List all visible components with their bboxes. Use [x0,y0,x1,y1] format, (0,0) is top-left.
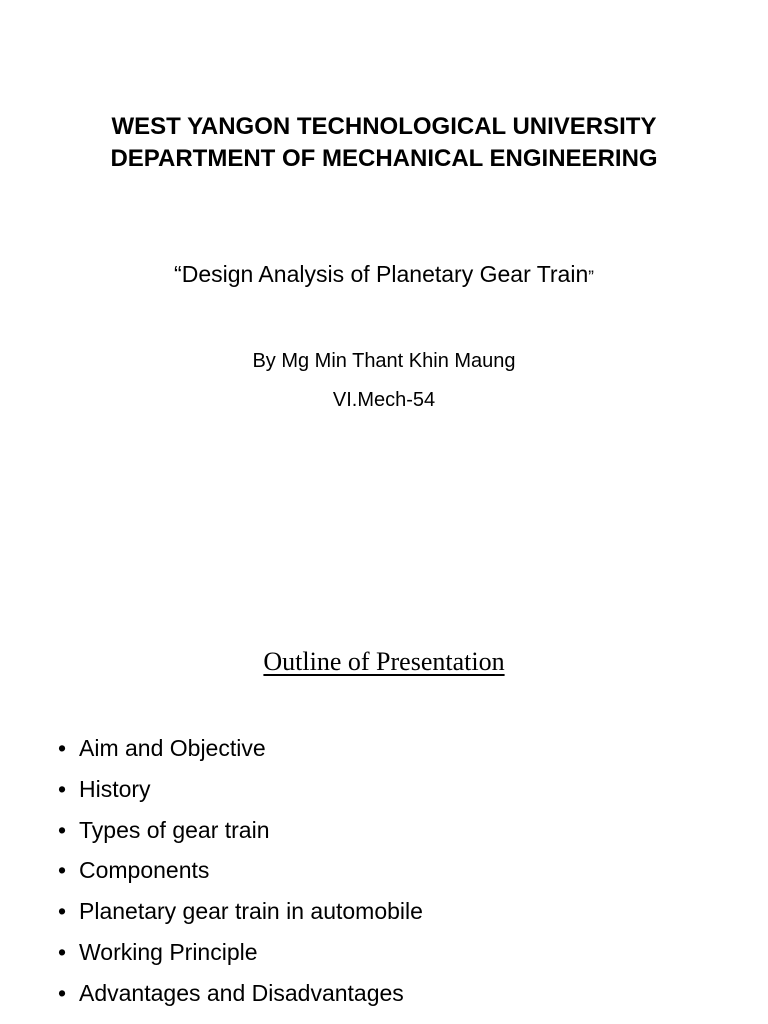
outline-heading-text: Outline of Presentation [263,647,505,676]
title-text: Design Analysis of Planetary Gear Train [181,261,589,287]
bullet-icon: • [58,816,67,843]
list-item-text: Working Principle [79,938,258,965]
list-item-text: Components [79,857,210,884]
bullet-icon: • [58,979,67,1006]
list-item-text: Aim and Objective [79,735,266,761]
student-id: VI.Mech-54 [332,389,436,411]
title-open-quote: “ [174,261,182,287]
bullet-icon: • [58,857,67,884]
author-line: By Mg Min Thant Khin Maung [252,350,516,372]
list-item [58,975,423,1016]
bullet-icon: • [58,898,67,925]
bullet-icon: • [58,938,67,965]
list-item [58,730,423,771]
list-item [58,771,423,812]
list-item-text: Advantages and Disadvantages [79,979,404,1006]
bullet-icon: • [58,775,67,802]
list-item [58,852,423,893]
list-item [58,812,423,853]
department-name: DEPARTMENT OF MECHANICAL ENGINEERING [110,145,658,172]
university-name: WEST YANGON TECHNOLOGICAL UNIVERSITY [111,113,657,140]
title-close-quote: ” [588,267,594,286]
presentation-title [0,258,768,293]
outline-slide [0,560,768,1024]
list-item [58,893,423,934]
bullet-icon: • [58,735,67,761]
outline-list [58,730,423,1016]
outline-heading [0,644,768,680]
list-item [58,934,423,975]
list-item-text: Planetary gear train in automobile [79,898,423,925]
list-item-text: History [79,775,151,802]
list-item-text: Types of gear train [79,816,270,843]
